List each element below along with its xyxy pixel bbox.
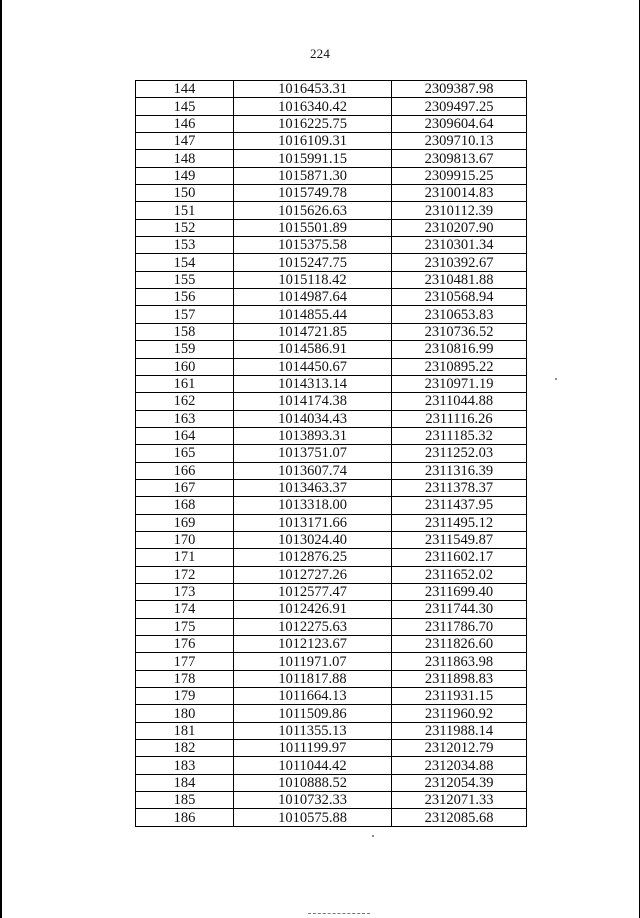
scan-left-border: [0, 0, 2, 918]
point-number-cell: 185: [136, 792, 234, 809]
x-coordinate-cell: 1014034.43: [234, 410, 392, 427]
table-row: [136, 809, 527, 826]
point-number-cell: 155: [136, 271, 234, 288]
x-coordinate-cell: 1013024.40: [234, 531, 392, 548]
scan-speck: [372, 835, 374, 837]
y-coordinate-cell: 2310895.22: [392, 358, 527, 375]
y-coordinate-cell: 2312034.88: [392, 757, 527, 774]
x-coordinate-cell: 1014987.64: [234, 289, 392, 306]
point-number-cell: 163: [136, 410, 234, 427]
x-coordinate-cell: 1011044.42: [234, 757, 392, 774]
y-coordinate-cell: 2311652.02: [392, 566, 527, 583]
table-row: [136, 375, 527, 392]
coordinates-table-container: [135, 80, 527, 827]
point-number-cell: 162: [136, 393, 234, 410]
y-coordinate-cell: 2310207.90: [392, 219, 527, 236]
point-number-cell: 164: [136, 427, 234, 444]
point-number-cell: 146: [136, 115, 234, 132]
table-row: [136, 133, 527, 150]
y-coordinate-cell: 2311699.40: [392, 583, 527, 600]
x-coordinate-cell: 1014855.44: [234, 306, 392, 323]
x-coordinate-cell: 1010732.33: [234, 792, 392, 809]
table-row: [136, 81, 527, 98]
y-coordinate-cell: 2311602.17: [392, 549, 527, 566]
table-row: [136, 497, 527, 514]
y-coordinate-cell: 2311863.98: [392, 653, 527, 670]
y-coordinate-cell: 2310653.83: [392, 306, 527, 323]
y-coordinate-cell: 2310014.83: [392, 185, 527, 202]
y-coordinate-cell: 2310301.34: [392, 237, 527, 254]
x-coordinate-cell: 1012577.47: [234, 583, 392, 600]
x-coordinate-cell: 1015118.42: [234, 271, 392, 288]
x-coordinate-cell: 1015871.30: [234, 167, 392, 184]
x-coordinate-cell: 1010888.52: [234, 774, 392, 791]
point-number-cell: 174: [136, 601, 234, 618]
x-coordinate-cell: 1011199.97: [234, 740, 392, 757]
point-number-cell: 175: [136, 618, 234, 635]
x-coordinate-cell: 1016453.31: [234, 81, 392, 98]
table-row: [136, 167, 527, 184]
point-number-cell: 173: [136, 583, 234, 600]
table-row: [136, 618, 527, 635]
y-coordinate-cell: 2311252.03: [392, 445, 527, 462]
point-number-cell: 178: [136, 670, 234, 687]
table-row: [136, 289, 527, 306]
x-coordinate-cell: 1015501.89: [234, 219, 392, 236]
point-number-cell: 153: [136, 237, 234, 254]
table-row: [136, 393, 527, 410]
y-coordinate-cell: 2311744.30: [392, 601, 527, 618]
table-row: [136, 514, 527, 531]
point-number-cell: 171: [136, 549, 234, 566]
table-row: [136, 462, 527, 479]
coordinates-table: [135, 80, 527, 827]
x-coordinate-cell: 1011664.13: [234, 688, 392, 705]
x-coordinate-cell: 1012426.91: [234, 601, 392, 618]
y-coordinate-cell: 2311116.26: [392, 410, 527, 427]
x-coordinate-cell: 1010575.88: [234, 809, 392, 826]
table-row: [136, 237, 527, 254]
y-coordinate-cell: 2310568.94: [392, 289, 527, 306]
point-number-cell: 169: [136, 514, 234, 531]
point-number-cell: 159: [136, 341, 234, 358]
y-coordinate-cell: 2311786.70: [392, 618, 527, 635]
table-row: [136, 410, 527, 427]
y-coordinate-cell: 2310816.99: [392, 341, 527, 358]
scan-speck: [555, 378, 557, 380]
y-coordinate-cell: 2310481.88: [392, 271, 527, 288]
y-coordinate-cell: 2309604.64: [392, 115, 527, 132]
table-row: [136, 98, 527, 115]
y-coordinate-cell: 2309497.25: [392, 98, 527, 115]
x-coordinate-cell: 1012727.26: [234, 566, 392, 583]
scan-bottom-mark: [308, 913, 370, 914]
table-row: [136, 306, 527, 323]
y-coordinate-cell: 2311988.14: [392, 722, 527, 739]
point-number-cell: 186: [136, 809, 234, 826]
point-number-cell: 150: [136, 185, 234, 202]
x-coordinate-cell: 1014313.14: [234, 375, 392, 392]
point-number-cell: 161: [136, 375, 234, 392]
table-row: [136, 445, 527, 462]
point-number-cell: 168: [136, 497, 234, 514]
y-coordinate-cell: 2309813.67: [392, 150, 527, 167]
y-coordinate-cell: 2310736.52: [392, 323, 527, 340]
table-row: [136, 549, 527, 566]
point-number-cell: 177: [136, 653, 234, 670]
point-number-cell: 149: [136, 167, 234, 184]
point-number-cell: 151: [136, 202, 234, 219]
point-number-cell: 160: [136, 358, 234, 375]
x-coordinate-cell: 1015991.15: [234, 150, 392, 167]
x-coordinate-cell: 1015749.78: [234, 185, 392, 202]
point-number-cell: 181: [136, 722, 234, 739]
x-coordinate-cell: 1014174.38: [234, 393, 392, 410]
y-coordinate-cell: 2311044.88: [392, 393, 527, 410]
y-coordinate-cell: 2311378.37: [392, 479, 527, 496]
table-row: [136, 774, 527, 791]
x-coordinate-cell: 1014586.91: [234, 341, 392, 358]
point-number-cell: 154: [136, 254, 234, 271]
y-coordinate-cell: 2311437.95: [392, 497, 527, 514]
point-number-cell: 158: [136, 323, 234, 340]
point-number-cell: 166: [136, 462, 234, 479]
point-number-cell: 144: [136, 81, 234, 98]
table-row: [136, 531, 527, 548]
table-row: [136, 150, 527, 167]
table-row: [136, 688, 527, 705]
table-row: [136, 653, 527, 670]
x-coordinate-cell: 1013751.07: [234, 445, 392, 462]
x-coordinate-cell: 1015626.63: [234, 202, 392, 219]
x-coordinate-cell: 1013463.37: [234, 479, 392, 496]
y-coordinate-cell: 2310971.19: [392, 375, 527, 392]
x-coordinate-cell: 1016109.31: [234, 133, 392, 150]
x-coordinate-cell: 1011355.13: [234, 722, 392, 739]
point-number-cell: 184: [136, 774, 234, 791]
x-coordinate-cell: 1013893.31: [234, 427, 392, 444]
x-coordinate-cell: 1014450.67: [234, 358, 392, 375]
table-row: [136, 583, 527, 600]
table-row: [136, 427, 527, 444]
y-coordinate-cell: 2312085.68: [392, 809, 527, 826]
y-coordinate-cell: 2310112.39: [392, 202, 527, 219]
y-coordinate-cell: 2309915.25: [392, 167, 527, 184]
point-number-cell: 180: [136, 705, 234, 722]
table-row: [136, 341, 527, 358]
x-coordinate-cell: 1015247.75: [234, 254, 392, 271]
point-number-cell: 152: [136, 219, 234, 236]
y-coordinate-cell: 2309387.98: [392, 81, 527, 98]
x-coordinate-cell: 1015375.58: [234, 237, 392, 254]
table-row: [136, 792, 527, 809]
point-number-cell: 182: [136, 740, 234, 757]
coordinates-table-body: [136, 81, 527, 827]
x-coordinate-cell: 1016225.75: [234, 115, 392, 132]
y-coordinate-cell: 2311898.83: [392, 670, 527, 687]
point-number-cell: 176: [136, 636, 234, 653]
point-number-cell: 165: [136, 445, 234, 462]
point-number-cell: 179: [136, 688, 234, 705]
point-number-cell: 147: [136, 133, 234, 150]
table-row: [136, 358, 527, 375]
y-coordinate-cell: 2311549.87: [392, 531, 527, 548]
table-row: [136, 740, 527, 757]
y-coordinate-cell: 2311931.15: [392, 688, 527, 705]
x-coordinate-cell: 1013607.74: [234, 462, 392, 479]
table-row: [136, 670, 527, 687]
point-number-cell: 172: [136, 566, 234, 583]
page-number: 224: [309, 46, 331, 61]
y-coordinate-cell: 2311960.92: [392, 705, 527, 722]
y-coordinate-cell: 2312071.33: [392, 792, 527, 809]
x-coordinate-cell: 1012876.25: [234, 549, 392, 566]
table-row: [136, 757, 527, 774]
point-number-cell: 148: [136, 150, 234, 167]
table-row: [136, 202, 527, 219]
point-number-cell: 145: [136, 98, 234, 115]
y-coordinate-cell: 2311495.12: [392, 514, 527, 531]
x-coordinate-cell: 1014721.85: [234, 323, 392, 340]
point-number-cell: 157: [136, 306, 234, 323]
point-number-cell: 156: [136, 289, 234, 306]
x-coordinate-cell: 1012275.63: [234, 618, 392, 635]
x-coordinate-cell: 1013171.66: [234, 514, 392, 531]
x-coordinate-cell: 1011509.86: [234, 705, 392, 722]
table-row: [136, 115, 527, 132]
point-number-cell: 167: [136, 479, 234, 496]
y-coordinate-cell: 2311316.39: [392, 462, 527, 479]
table-row: [136, 219, 527, 236]
table-row: [136, 479, 527, 496]
x-coordinate-cell: 1012123.67: [234, 636, 392, 653]
x-coordinate-cell: 1013318.00: [234, 497, 392, 514]
table-row: [136, 185, 527, 202]
table-row: [136, 271, 527, 288]
y-coordinate-cell: 2310392.67: [392, 254, 527, 271]
table-row: [136, 601, 527, 618]
table-row: [136, 254, 527, 271]
x-coordinate-cell: 1016340.42: [234, 98, 392, 115]
y-coordinate-cell: 2312054.39: [392, 774, 527, 791]
x-coordinate-cell: 1011817.88: [234, 670, 392, 687]
y-coordinate-cell: 2311185.32: [392, 427, 527, 444]
y-coordinate-cell: 2312012.79: [392, 740, 527, 757]
table-row: [136, 566, 527, 583]
y-coordinate-cell: 2311826.60: [392, 636, 527, 653]
table-row: [136, 323, 527, 340]
y-coordinate-cell: 2309710.13: [392, 133, 527, 150]
table-row: [136, 636, 527, 653]
table-row: [136, 705, 527, 722]
point-number-cell: 183: [136, 757, 234, 774]
point-number-cell: 170: [136, 531, 234, 548]
x-coordinate-cell: 1011971.07: [234, 653, 392, 670]
table-row: [136, 722, 527, 739]
